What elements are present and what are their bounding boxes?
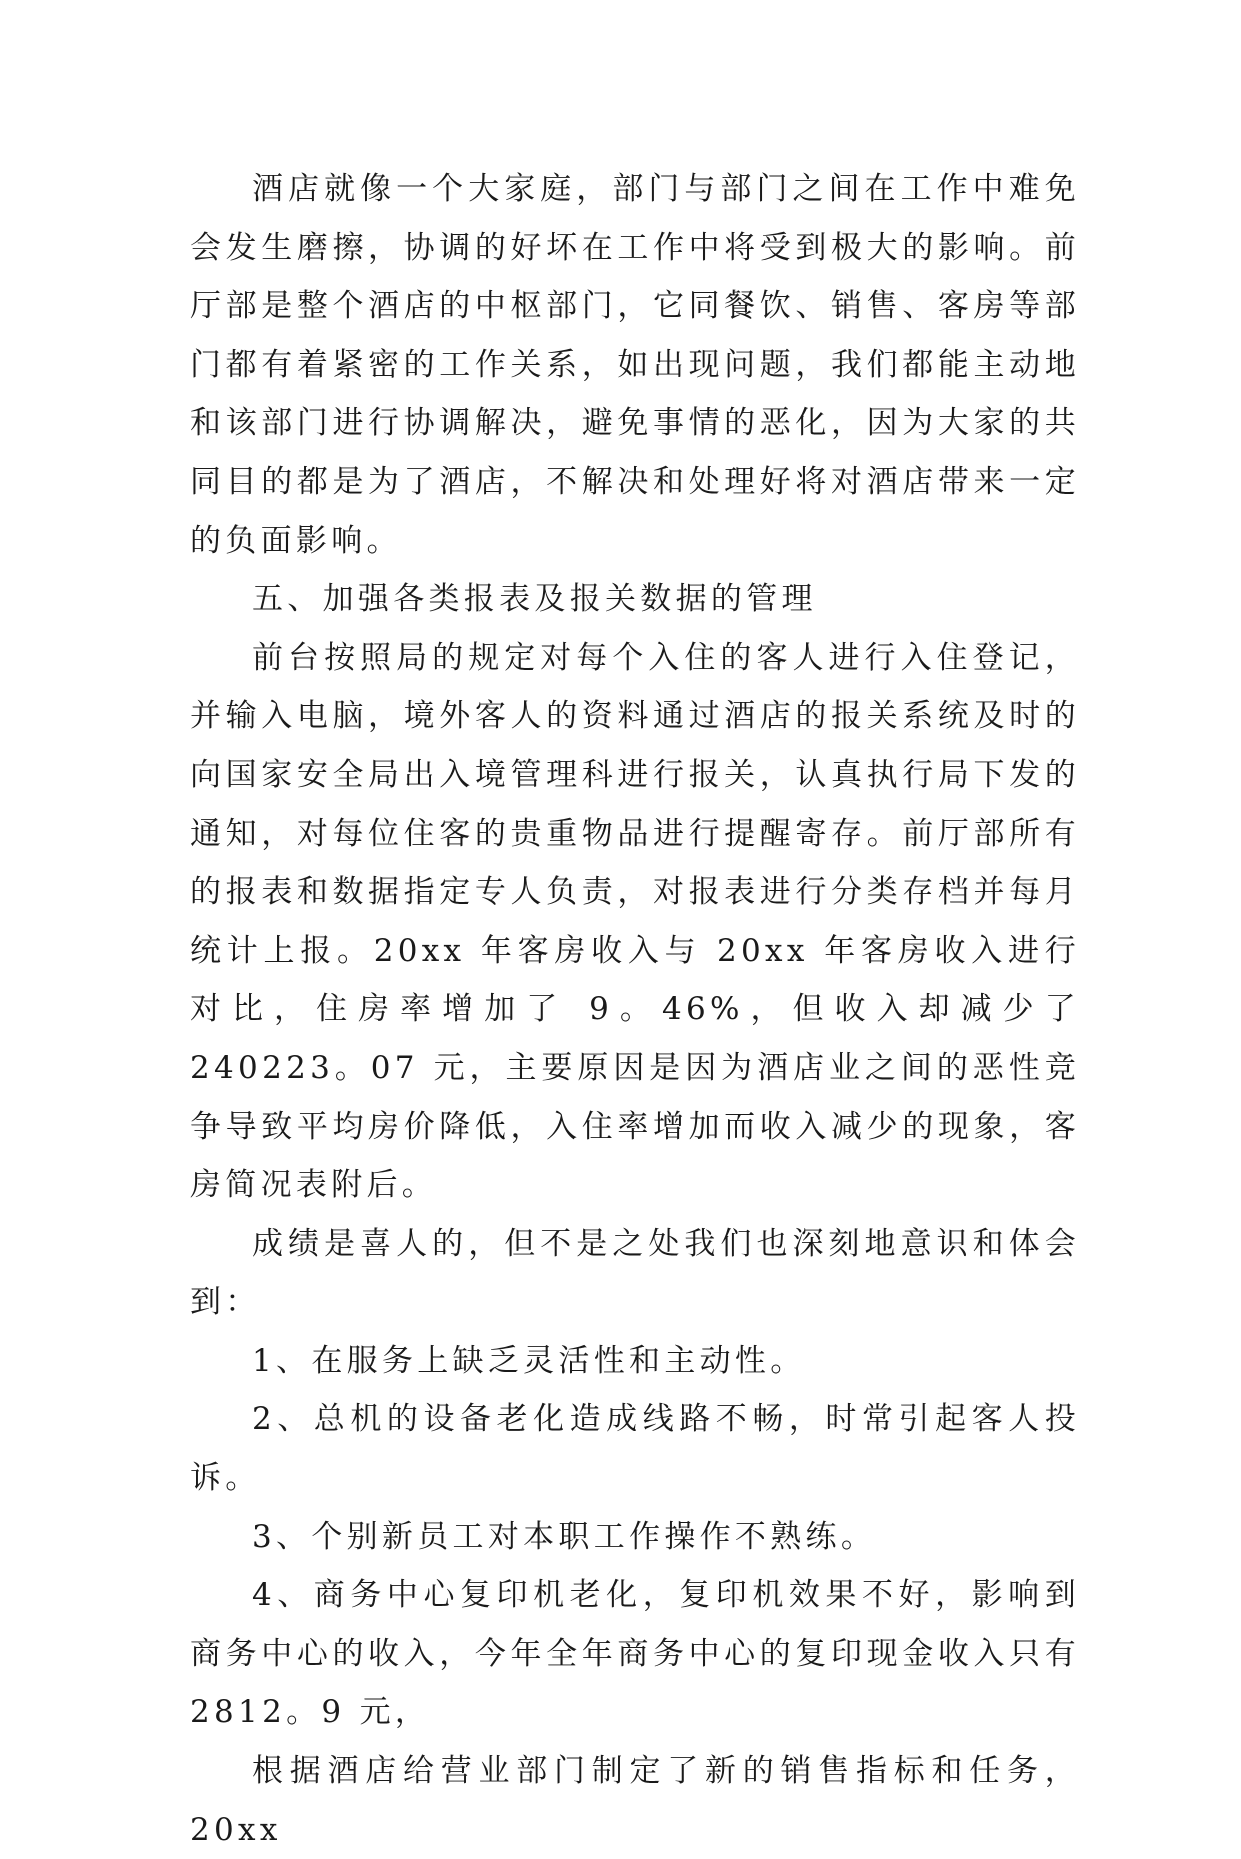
paragraph-registration: 前台按照局的规定对每个入住的客人进行入住登记，并输入电脑，境外客人的资料通过酒店的报关系统及时的向国家安全局出入境管理科进行报关，认真执行局下发的通知，对每位住客的贵重物品进行提醒寄存。前厅部所有的报表和数据指定专人负责，对报表进行分类存档并每月统计上报。20xx 年客房收入与 20xx 年客房收入进行对比，住房率增加了 9。46%，但收入却减少了 240223。07 元，主要原因是因为酒店业之间的恶性竞争导致平均房价降低，入住率增加而收入减少的现象，客房简况表附后。 bbox=[190, 639, 1080, 1204]
list-item-4: 4、商务中心复印机老化，复印机效果不好，影响到商务中心的收入，今年全年商务中心的复印现金收入只有2812。9 元， bbox=[190, 1577, 1080, 1731]
document-body bbox=[190, 160, 1080, 1859]
paragraph-sales-targets: 根据酒店给营业部门制定了新的销售指标和任务，20xx bbox=[190, 1753, 1080, 1848]
paragraph-coordination: 酒店就像一个大家庭，部门与部门之间在工作中难免会发生磨擦，协调的好坏在工作中将受到极大的影响。前厅部是整个酒店的中枢部门，它同餐饮、销售、客房等部门都有着紧密的工作关系，如出现问题，我们都能主动地和该部门进行协调解决，避免事情的恶化，因为大家的共同目的都是为了酒店，不解决和处理好将对酒店带来一定的负面影响。 bbox=[190, 171, 1080, 559]
list-item-1: 1、在服务上缺乏灵活性和主动性。 bbox=[252, 1342, 806, 1379]
paragraph-shortcomings-intro: 成绩是喜人的，但不是之处我们也深刻地意识和体会到： bbox=[190, 1225, 1080, 1321]
section-heading-reports: 五、加强各类报表及报关数据的管理 bbox=[252, 581, 817, 618]
list-item-2: 2、总机的设备老化造成线路不畅，时常引起客人投诉。 bbox=[190, 1401, 1080, 1497]
list-item-3: 3、个别新员工对本职工作操作不熟练。 bbox=[252, 1518, 877, 1555]
